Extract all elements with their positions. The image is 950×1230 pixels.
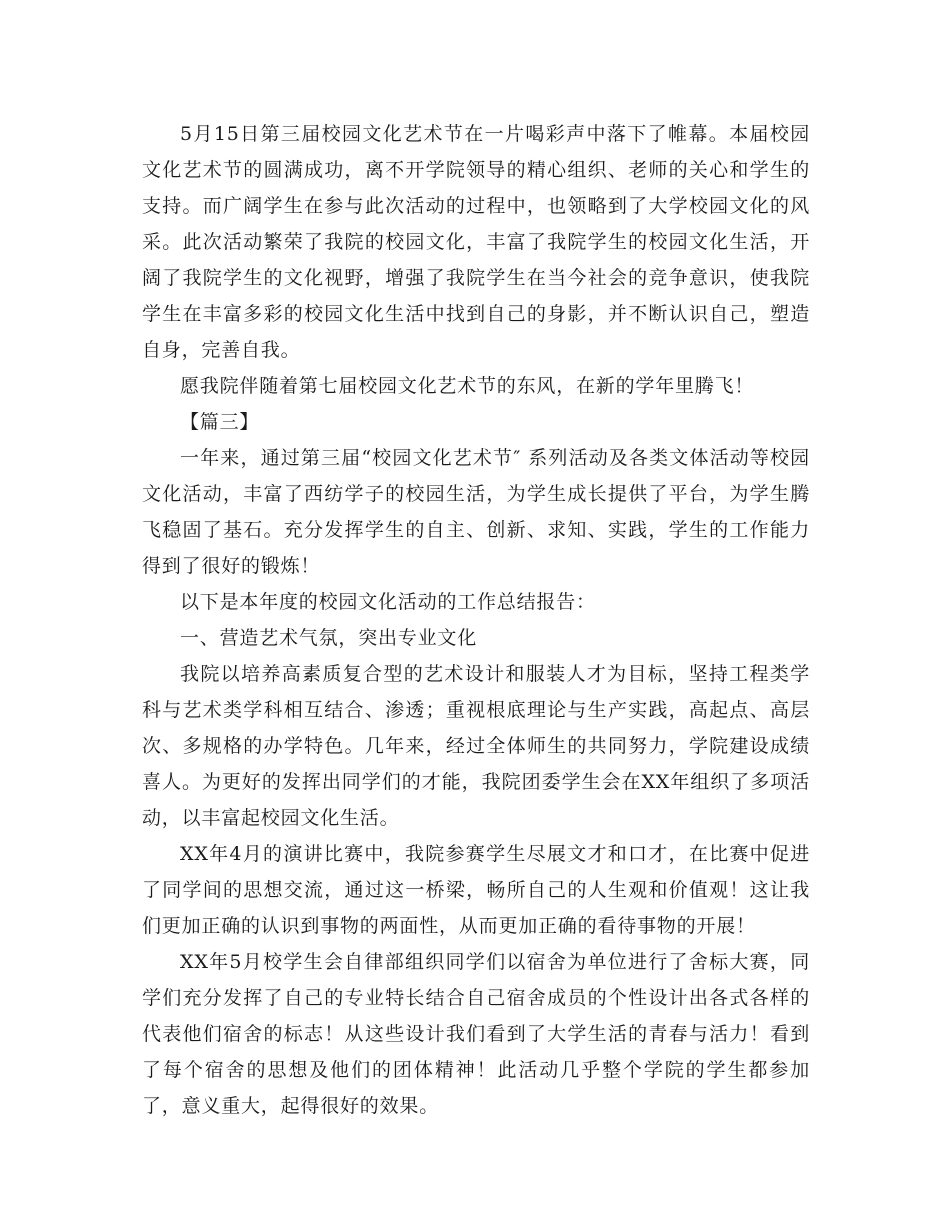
paragraph-festival-summary: 5月15日第三届校园文化艺术节在一片喝彩声中落下了帷幕。本届校园文化艺术节的圆满成功，离不开学院领导的精心组织、老师的关心和学生的支持。而广阔学生在参与此次活动的过程中，也领略到了大学校园文化的风采。此次活动繁荣了我院的校园文化，丰富了我院学生的校园文化生活，开阔了我院学生的文化视野，增强了我院学生在当今社会的竞争意识，使我院学生在丰富多彩的校园文化生活中找到自己的身影，并不断认识自己，塑造自身，完善自我。 (142, 123, 810, 361)
section-heading-part-three: 【篇三】 (180, 411, 260, 433)
paragraph-report-intro: 以下是本年度的校园文化活动的工作总结报告： (180, 591, 596, 613)
paragraph-speech-contest: XX年4月的演讲比赛中，我院参赛学生尽展文才和口才，在比赛中促进了同学间的思想交流，通过这一桥梁，畅所自己的人生观和价值观！这让我们更加正确的认识到事物的两面性，从而更加正确的看待事物的开展！ (142, 843, 810, 937)
document-body (142, 116, 810, 1124)
paragraph-college-goals: 我院以培养高素质复合型的艺术设计和服装人才为目标，坚持工程类学科与艺术类学科相互结合、渗透；重视根底理论与生产实践，高起点、高层次、多规格的办学特色。几年来，经过全体师生的共同努力，学院建设成绩喜人。为更好的发挥出同学们的才能，我院团委学生会在XX年组织了多项活动，以丰富起校园文化生活。 (142, 663, 810, 829)
paragraph-dorm-logo-contest: XX年5月校学生会自律部组织同学们以宿舍为单位进行了舍标大赛，同学们充分发挥了自己的专业特长结合自己宿舍成员的个性设计出各式各样的代表他们宿舍的标志！从这些设计我们看到了大学生活的青春与活力！看到了每个宿舍的思想及他们的团体精神！此活动几乎整个学院的学生都参加了，意义重大，起得很好的效果。 (142, 951, 810, 1117)
paragraph-year-overview: 一年来，通过第三届“校园文化艺术节″ 系列活动及各类文体活动等校园文化活动，丰富了西纺学子的校园生活，为学生成长提供了平台，为学生腾飞稳固了基石。充分发挥学生的自主、创新、求知、实践，学生的工作能力得到了很好的锻炼！ (142, 447, 810, 577)
paragraph-wish: 愿我院伴随着第七届校园文化艺术节的东风，在新的学年里腾飞！ (180, 375, 755, 397)
subheading-art-atmosphere: 一、营造艺术气氛，突出专业文化 (180, 627, 478, 649)
